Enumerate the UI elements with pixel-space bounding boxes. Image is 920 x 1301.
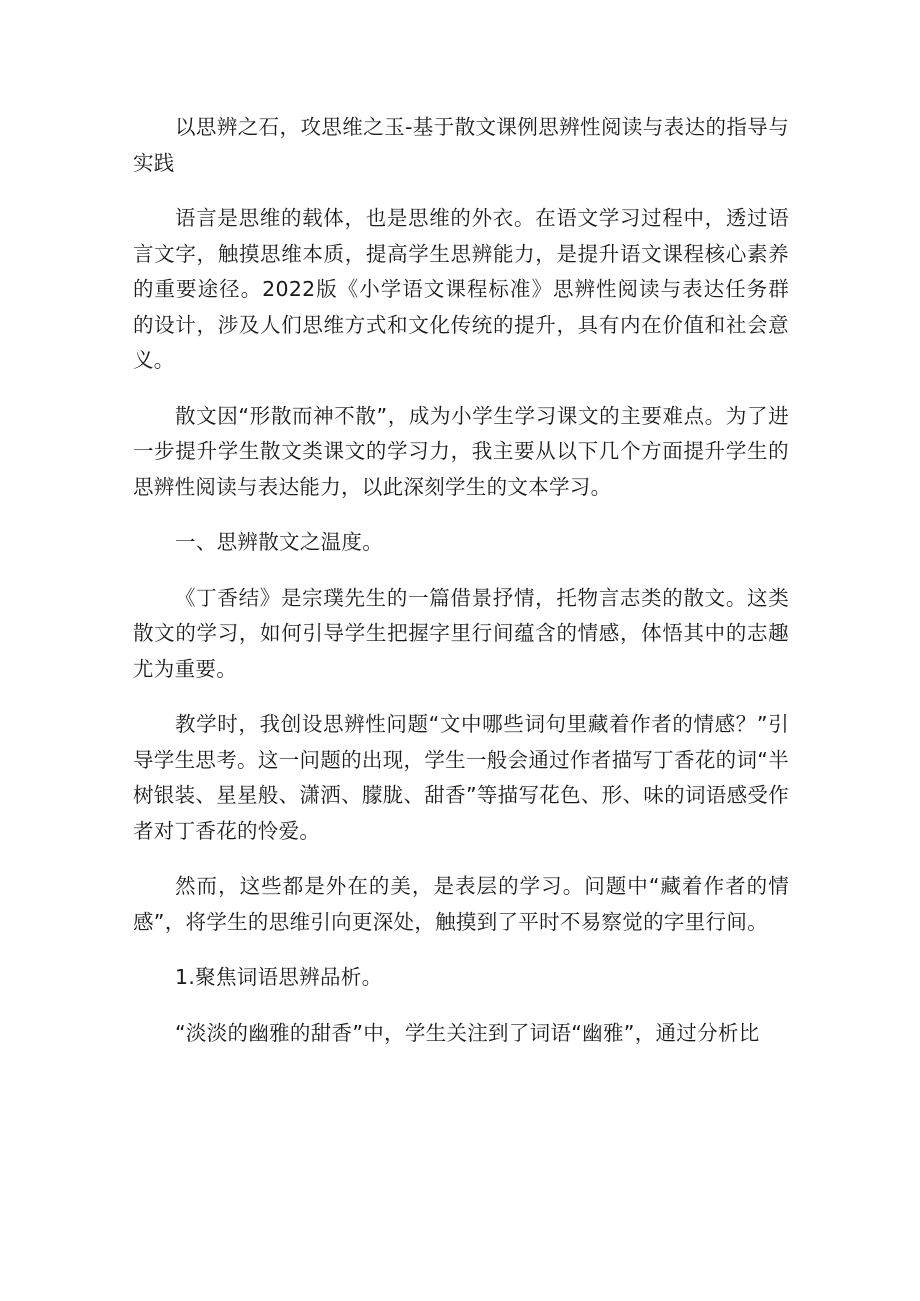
paragraph-dingxiangjie: 《丁香结》是宗璞先生的一篇借景抒情，托物言志类的散文。这类散文的学习，如何引导学生把握字里行间蕴含的情感，体悟其中的志趣尤为重要。 xyxy=(133,585,789,681)
document-title: 以思辨之石，攻思维之玉-基于散文课例思辨性阅读与表达的指导与实践 xyxy=(133,115,789,175)
paragraph-teaching: 教学时，我创设思辨性问题“文中哪些词句里藏着作者的情感？”引导学生思考。这一问题的出现，学生一般会通过作者描写丁香花的词“半树银装、星星般、潇洒、朦胧、甜香”等描写花色、形、味的词语感受作者对丁香花的怜爱。 xyxy=(133,712,789,843)
paragraph-however: 然而，这些都是外在的美，是表层的学习。问题中“藏着作者的情感”，将学生的思维引向更深处，触摸到了平时不易察觉的字里行间。 xyxy=(133,874,789,934)
paragraph-prose-difficulty: 散文因“形散而神不散”，成为小学生学习课文的主要难点。为了进一步提升学生散文类课文的学习力，我主要从以下几个方面提升学生的思辨性阅读与表达能力，以此深刻学生的文本学习。 xyxy=(133,403,789,499)
subsection-heading-1: 1.聚焦词语思辨品析。 xyxy=(175,965,383,989)
document-body xyxy=(133,110,789,1051)
section-heading-1: 一、思辨散文之温度。 xyxy=(175,530,384,554)
paragraph-fragrance: “淡淡的幽雅的甜香”中，学生关注到了词语“幽雅”，通过分析比 xyxy=(175,1020,760,1045)
paragraph-intro: 语言是思维的载体，也是思维的外衣。在语文学习过程中，透过语言文字，触摸思维本质，提高学生思辨能力，是提升语文课程核心素养的重要途径。2022版《小学语文课程标准》思辨性阅读与表达任务群的设计，涉及人们思维方式和文化传统的提升，具有内在价值和社会意义。 xyxy=(133,206,789,372)
